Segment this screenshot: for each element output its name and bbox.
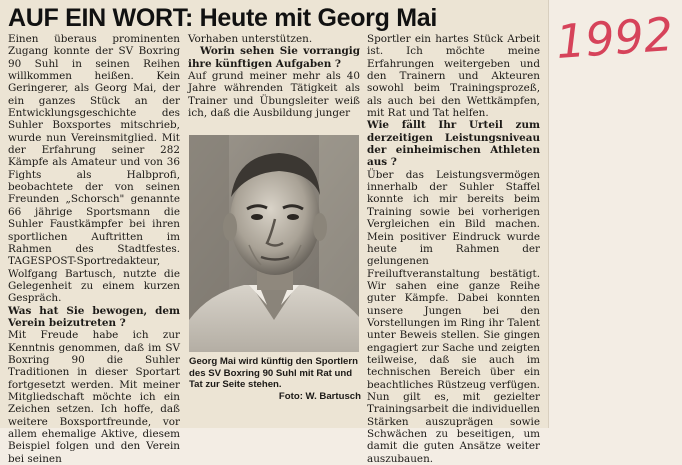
article-column-2: [188, 33, 360, 119]
interview-answer-2: Auf grund meiner mehr als 40 Jahre währenden Tätigkeit als Trainer und Übungsleiter weiß ich, daß die Ausbildung junger: [188, 70, 360, 120]
interview-question-2: Worin sehen Sie vorrangig ihre künftigen Aufgaben ?: [188, 45, 360, 70]
handwritten-year: [553, 4, 678, 74]
handwritten-year-text: 1992: [554, 6, 675, 70]
photo-credit: Foto: W. Bartusch: [278, 390, 361, 402]
interview-question-3: Wie fällt Ihr Urteil zum derzeitigen Leistungsniveau der einheimischen Athleten aus ?: [367, 119, 540, 169]
interview-answer-1-end-inline: Vorhaben unterstützen.: [188, 33, 313, 45]
article-intro: Einen überaus prominenten Zugang konnte der SV Boxring 90 Suhl in seinen Reihen willkommen heißen. Kein Geringerer, als Georg Mai, der ein ganzes Stück an der Entwicklungsgeschichte des Suhler Boxsportes mitschrieb, wurde nun Vereinsmitglied. Mit der Erfahrung seiner 282 Kämpfe als Amateur und von 36 Fights als Halbprofi, beobachtete der von seinen Freunden „Schorsch" genannte 66 jährige Sportsmann die Suhler Faustkämpfer bei ihren sportlichen Auftritten im Rahmen des Stadtfestes. TAGESPOST-Sportredakteur, Wolfgang Bartusch, nutzte die Gelegenheit zu einem kurzen Gespräch.: [8, 33, 180, 305]
interview-question-1: Was hat Sie bewogen, dem Verein beizutreten ?: [8, 304, 180, 329]
photo-caption-text: Georg Mai wird künftig den Sportlern des SV Boxring 90 Suhl mit Rat und Tat zur Seite stehen.: [189, 356, 358, 391]
photo-caption: [189, 356, 361, 402]
interview-answer-1: Mit Freude habe ich zur Kenntnis genommen, daß im SV Boxring 90 die Suhler Traditionen in dieser Sportart fortgesetzt werden. Mit meiner Mitgliedschaft möchte ich ein Zeichen setzen. Ich hoffe, daß weitere Boxsportfreunde, vor allem ehemalige Aktive, diesem Beispiel folgen und den Verein bei seinen: [8, 329, 180, 465]
interview-answer-3: Über das Leistungsvermögen innerhalb der Suhler Staffel konnte ich mir bereits beim Training sowie bei vorherigen Vergleichen ein Bild machen. Mein positiver Eindruck wurde heute im Rahmen der gelungenen Freiluftveranstaltung bestätigt. Wir sahen eine ganze Reihe guter Kämpfe. Dabei konnten unsere Jungen bei den Vorstellungen im Ring ihr Talent unter Beweis stellen. Sie gingen engagiert zur Sache und zeigten teilweise, daß sie auch im technischen Bereich über ein beachtliches Rüstzeug verfügen. Nun gilt es, mit gezielter Trainingsarbeit die individuellen Stärken auszuprägen sowie Schwächen zu beseitigen, um damit die guten Ansätze weiter auszubauen.: [367, 168, 540, 465]
portrait-illustration: [189, 135, 359, 352]
article-column-1: [8, 33, 180, 465]
headline: AUF EIN WORT: Heute mit Georg Mai: [8, 4, 438, 32]
interview-answer-2-end: Sportler ein hartes Stück Arbeit ist. Ich möchte meine Erfahrungen weitergeben und den Trainern und Akteuren sowohl beim Trainingsprozeß, als auch bei den Wettkämpfen, mit Rat und Tat helfen.: [367, 33, 540, 120]
portrait-photo: [189, 135, 359, 352]
article-column-3: [367, 33, 540, 465]
